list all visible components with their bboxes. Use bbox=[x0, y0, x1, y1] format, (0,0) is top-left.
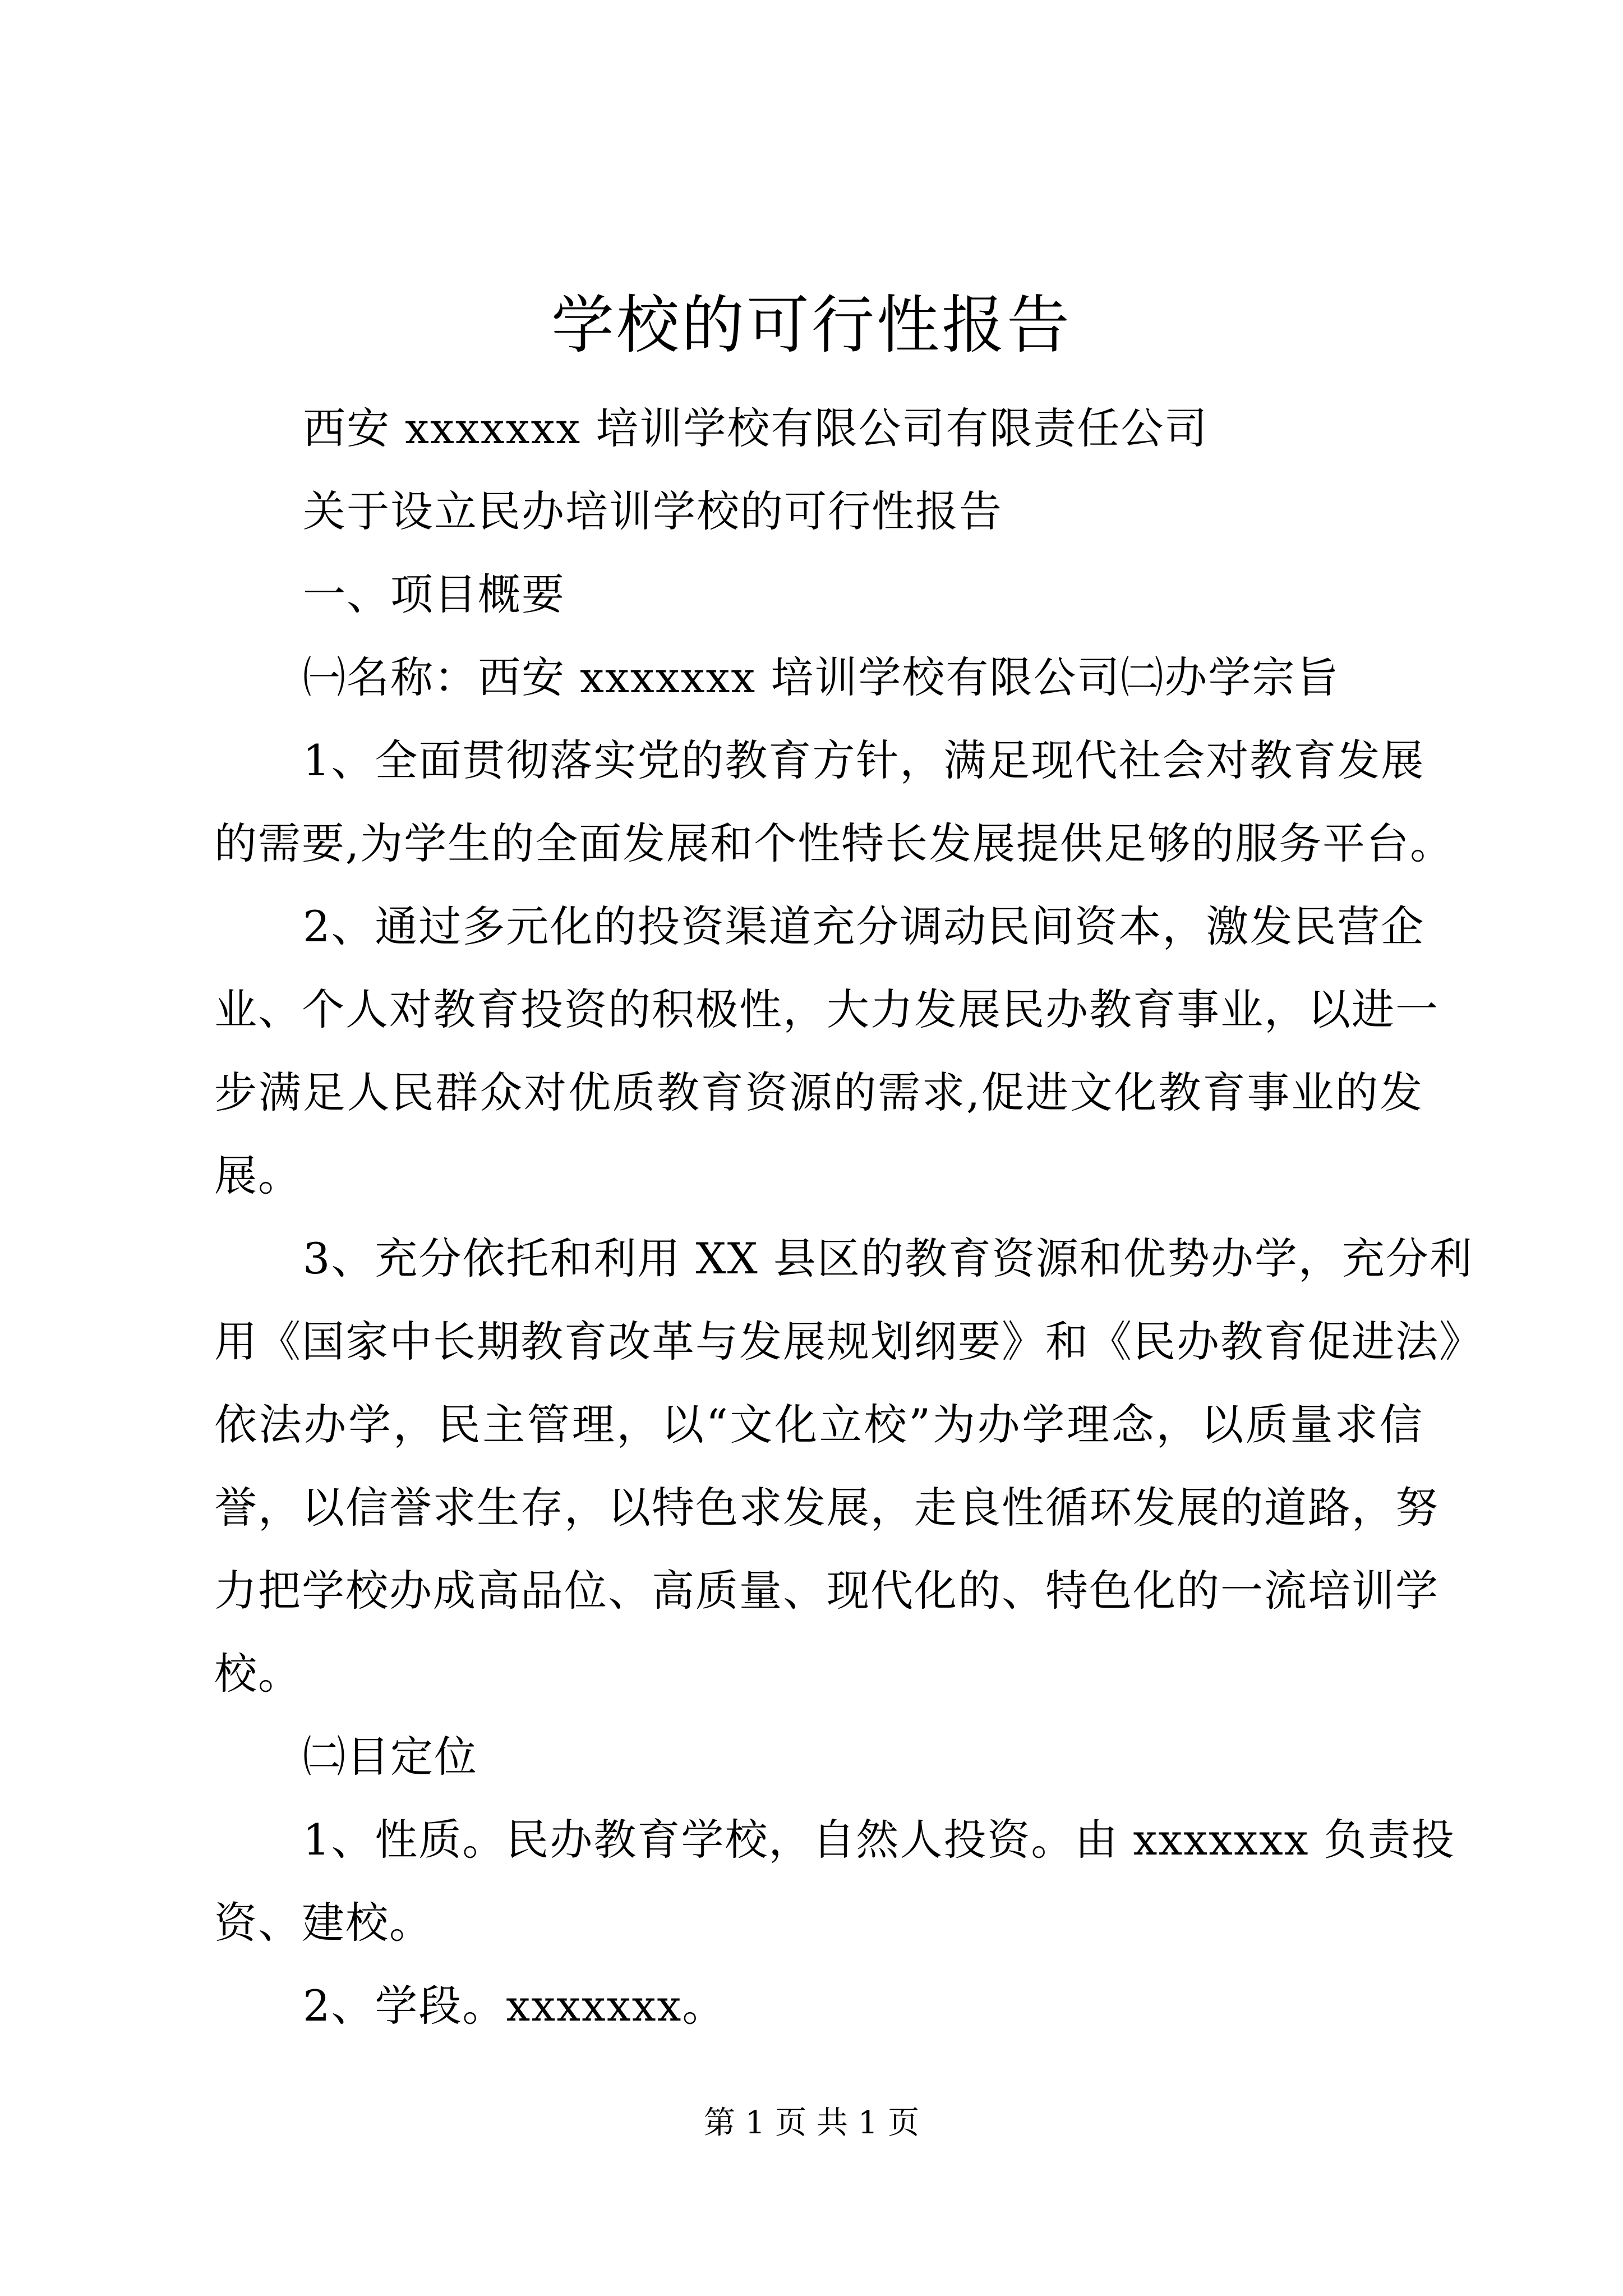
paragraph-line: 1、性质。民办教育学校，自然人投资。由 xxxxxxx 负责投 bbox=[303, 1815, 1455, 1865]
paragraph-line: 依法办学，民主管理，以“文化立校”为办学理念，以质量求信 bbox=[214, 1400, 1423, 1450]
section-heading: 一、项目概要 bbox=[303, 569, 565, 619]
paragraph-line: 3、充分依托和利用 XX 县区的教育资源和优势办学，充分利 bbox=[303, 1234, 1473, 1283]
paragraph-line: 业、个人对教育投资的积极性，大力发展民办教育事业，以进一 bbox=[214, 984, 1439, 1034]
paragraph-line: 2、通过多元化的投资渠道充分调动民间资本，激发民营企 bbox=[303, 901, 1425, 951]
document-title: 学校的可行性报告 bbox=[551, 289, 1072, 362]
page-footer: 第 1 页 共 1 页 bbox=[703, 2105, 920, 2141]
document-body bbox=[214, 387, 1483, 2047]
paragraph-line: 步满足人民群众对优质教育资源的需求,促进文化教育事业的发 bbox=[214, 1068, 1423, 1117]
paragraph-line: 用《国家中长期教育改革与发展规划纲要》和《民办教育促进法》 bbox=[214, 1317, 1483, 1366]
paragraph-line: 力把学校办成高品位、高质量、现代化的、特色化的一流培训学 bbox=[214, 1566, 1439, 1616]
paragraph-line: 2、学段。xxxxxxx。 bbox=[303, 1981, 726, 2031]
paragraph-line: 的需要,为学生的全面发展和个性特长发展提供足够的服务平台。 bbox=[214, 818, 1454, 868]
paragraph-line: 资、建校。 bbox=[214, 1898, 433, 1948]
paragraph-line: 校。 bbox=[214, 1649, 302, 1699]
paragraph-line: 誉，以信誉求生存，以特色求发展，走良性循环发展的道路，努 bbox=[214, 1483, 1439, 1533]
section-heading: ㈡目定位 bbox=[303, 1732, 478, 1782]
paragraph-line: 关于设立民办培训学校的可行性报告 bbox=[303, 486, 1003, 536]
paragraph-line: ㈠名称：西安 xxxxxxx 培训学校有限公司㈡办学宗旨 bbox=[303, 652, 1340, 702]
paragraph-line: 西安 xxxxxxx 培训学校有限公司有限责任公司 bbox=[303, 403, 1209, 453]
paragraph-line: 展。 bbox=[214, 1151, 302, 1200]
paragraph-line: 1、全面贯彻落实党的教育方针，满足现代社会对教育发展 bbox=[303, 735, 1425, 785]
